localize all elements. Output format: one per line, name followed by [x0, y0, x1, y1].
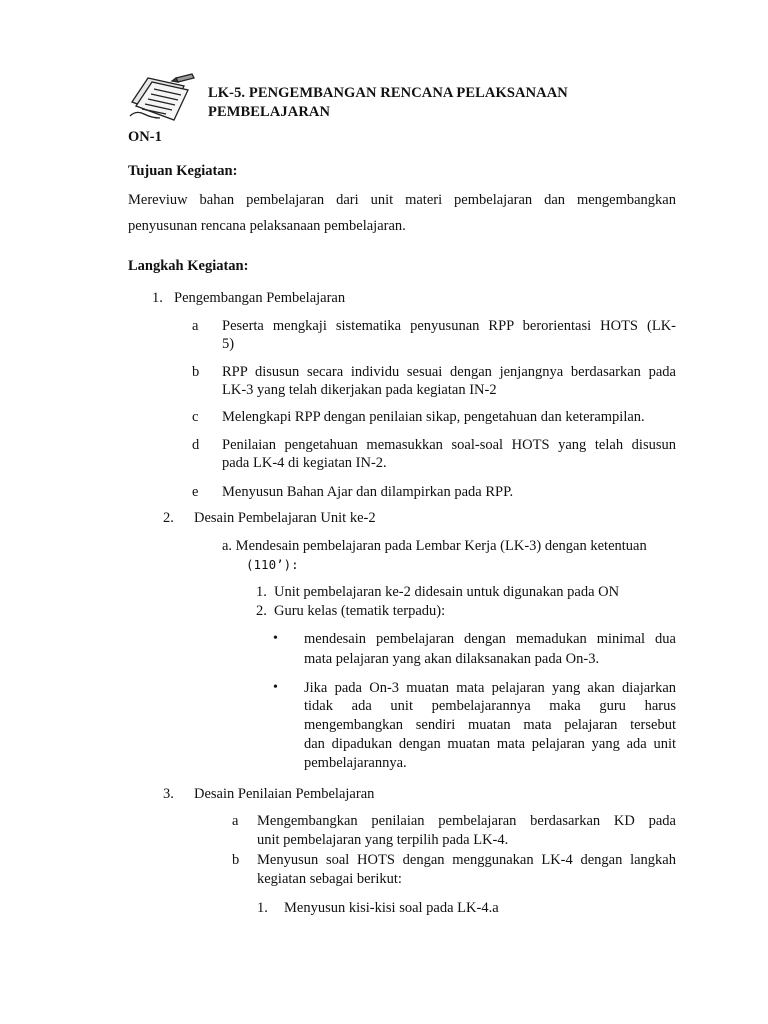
step1-item-a-line1: Peserta mengkaji sistematika penyusunan RPP berorientasi HOTS (LK- [222, 318, 676, 334]
step1-item-b-line1: RPP disusun secara individu sesuai dengan jenjangnya berdasarkan pada [222, 364, 676, 380]
step2-numbered-1-text: Unit pembelajaran ke-2 didesain untuk digunakan pada ON [274, 584, 620, 600]
step1-item-c-line1: Melengkapi RPP dengan penilaian sikap, pengetahuan dan keterampilan. [222, 409, 645, 425]
step1-item-d-line2: pada LK-4 di kegiatan IN-2. [222, 455, 387, 471]
bullet2-line3: mengembangkan sendiri muatan mata pelajaran tersebut [304, 717, 676, 733]
tujuan-line-2: penyusunan rencana pelaksanaan pembelajaran. [128, 218, 406, 234]
step1-item-d-letter: d [192, 437, 200, 453]
step2-sub-a-line2: (110’): [246, 557, 299, 572]
bullet-dot: • [273, 680, 278, 695]
step2-numbered-2-num: 2. [256, 603, 267, 619]
tujuan-heading: Tujuan Kegiatan: [128, 163, 238, 179]
bullet2-line2: tidak ada unit pembelajarannya maka guru harus [304, 698, 676, 714]
step1-number: 1. [152, 290, 163, 306]
bullet-dot: • [273, 631, 278, 646]
step3-item-a-line2: unit pembelajaran yang terpilih pada LK-4. [257, 832, 509, 848]
step1-item-a-line2: 5) [222, 336, 235, 352]
step3-item-a-line1: Mengembangkan penilaian pembelajaran berdasarkan KD pada [257, 813, 676, 829]
title-line-2: PEMBELAJARAN [208, 104, 331, 120]
tujuan-line-1: Mereviuw bahan pembelajaran dari unit materi pembelajaran dan mengembangkan [128, 192, 676, 208]
step1-item-a-letter: a [192, 318, 199, 334]
step2-sub-a-line1: a. Mendesain pembelajaran pada Lembar Kerja (LK-3) dengan ketentuan [222, 538, 647, 554]
step1-label: Pengembangan Pembelajaran [174, 290, 346, 306]
langkah-heading: Langkah Kegiatan: [128, 258, 249, 274]
step3-item-b-letter: b [232, 852, 240, 868]
bullet1-line1: mendesain pembelajaran dengan memadukan minimal dua [304, 631, 676, 647]
step2-number: 2. [163, 510, 174, 526]
section-code: ON-1 [128, 129, 162, 145]
step1-item-b-letter: b [192, 364, 200, 380]
step3-item-a-letter: a [232, 813, 239, 829]
step1-item-c-letter: c [192, 409, 199, 425]
bullet2-line4: dan dipadukan dengan muatan mata pelajaran yang ada unit [304, 736, 676, 752]
step1-item-e-line1: Menyusun Bahan Ajar dan dilampirkan pada RPP. [222, 484, 514, 500]
bullet2-line1: Jika pada On-3 muatan mata pelajaran yang akan diajarkan [304, 680, 676, 696]
step2-label: Desain Pembelajaran Unit ke-2 [194, 510, 376, 526]
step2-numbered-2-text: Guru kelas (tematik terpadu): [274, 603, 446, 619]
step3-label: Desain Penilaian Pembelajaran [194, 786, 375, 802]
step3-item-b-line2: kegiatan sebagai berikut: [257, 871, 402, 887]
step3-item-b-line1: Menyusun soal HOTS dengan menggunakan LK-4 dengan langkah [257, 852, 676, 868]
step1-item-e-letter: e [192, 484, 199, 500]
step2-numbered-1-num: 1. [256, 584, 267, 600]
notepad-pencil-icon [126, 72, 198, 124]
step3-sub-number: 1. [257, 900, 268, 916]
page-title [208, 84, 628, 122]
step3-number: 3. [163, 786, 174, 802]
step3-sub-text: Menyusun kisi-kisi soal pada LK-4.a [284, 900, 499, 916]
title-line-1: LK-5. PENGEMBANGAN RENCANA PELAKSANAAN [208, 85, 568, 101]
bullet1-line2: mata pelajaran yang akan dilaksanakan pada On-3. [304, 651, 600, 667]
step1-item-b-line2: LK-3 yang telah dikerjakan pada kegiatan IN-2 [222, 382, 497, 398]
step1-item-d-line1: Penilaian pengetahuan memasukkan soal-soal HOTS yang telah disusun [222, 437, 676, 453]
bullet2-line5: pembelajarannya. [304, 755, 407, 771]
